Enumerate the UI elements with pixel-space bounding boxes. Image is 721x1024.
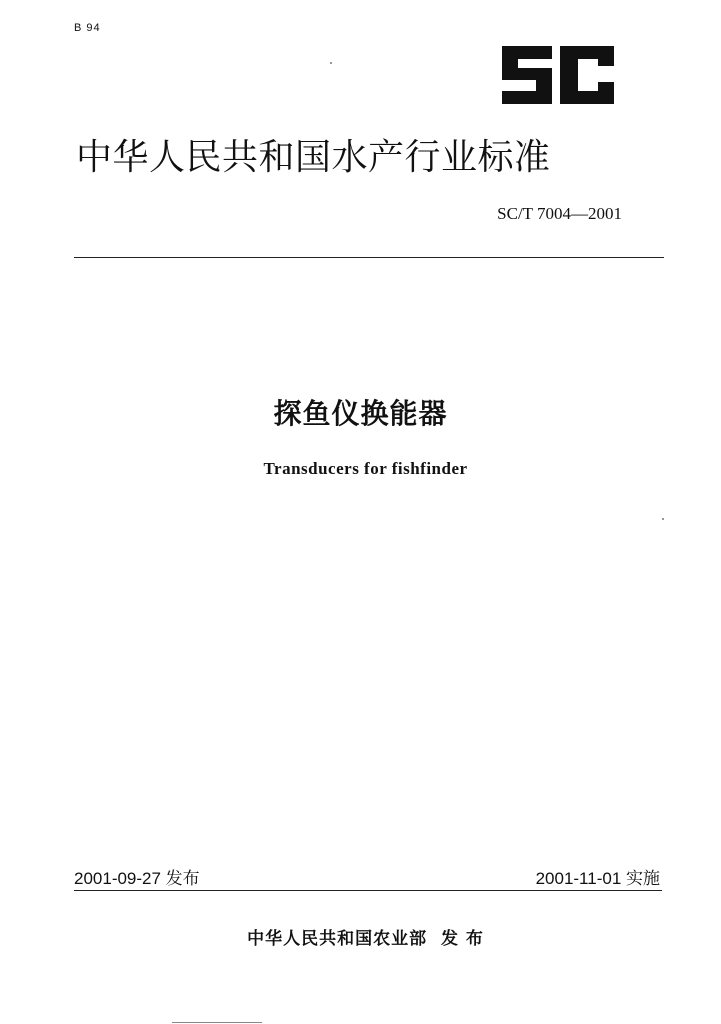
header-divider <box>74 257 664 258</box>
implementation-date: 2001-11-01 实施 <box>535 869 660 888</box>
scan-artifact-line <box>172 1022 262 1023</box>
issuer-line <box>0 924 721 949</box>
issuer-action: 发 布 <box>440 929 484 949</box>
document-title-chinese: 探鱼仪换能器 <box>273 397 448 430</box>
standard-number: SC/T 7004—2001 <box>497 204 622 223</box>
standard-category-title: 中华人民共和国水产行业标准 <box>76 137 551 178</box>
scan-speck <box>330 62 332 64</box>
sc-logo <box>500 44 616 106</box>
footer-divider <box>74 890 662 891</box>
document-title-english: Transducers for fishfinder <box>263 459 468 478</box>
issuer-name: 中华人民共和国农业部 <box>247 929 428 949</box>
scan-speck <box>662 518 664 520</box>
issue-date: 2001-09-27 发布 <box>74 869 200 888</box>
classification-code: B 94 <box>74 22 101 34</box>
